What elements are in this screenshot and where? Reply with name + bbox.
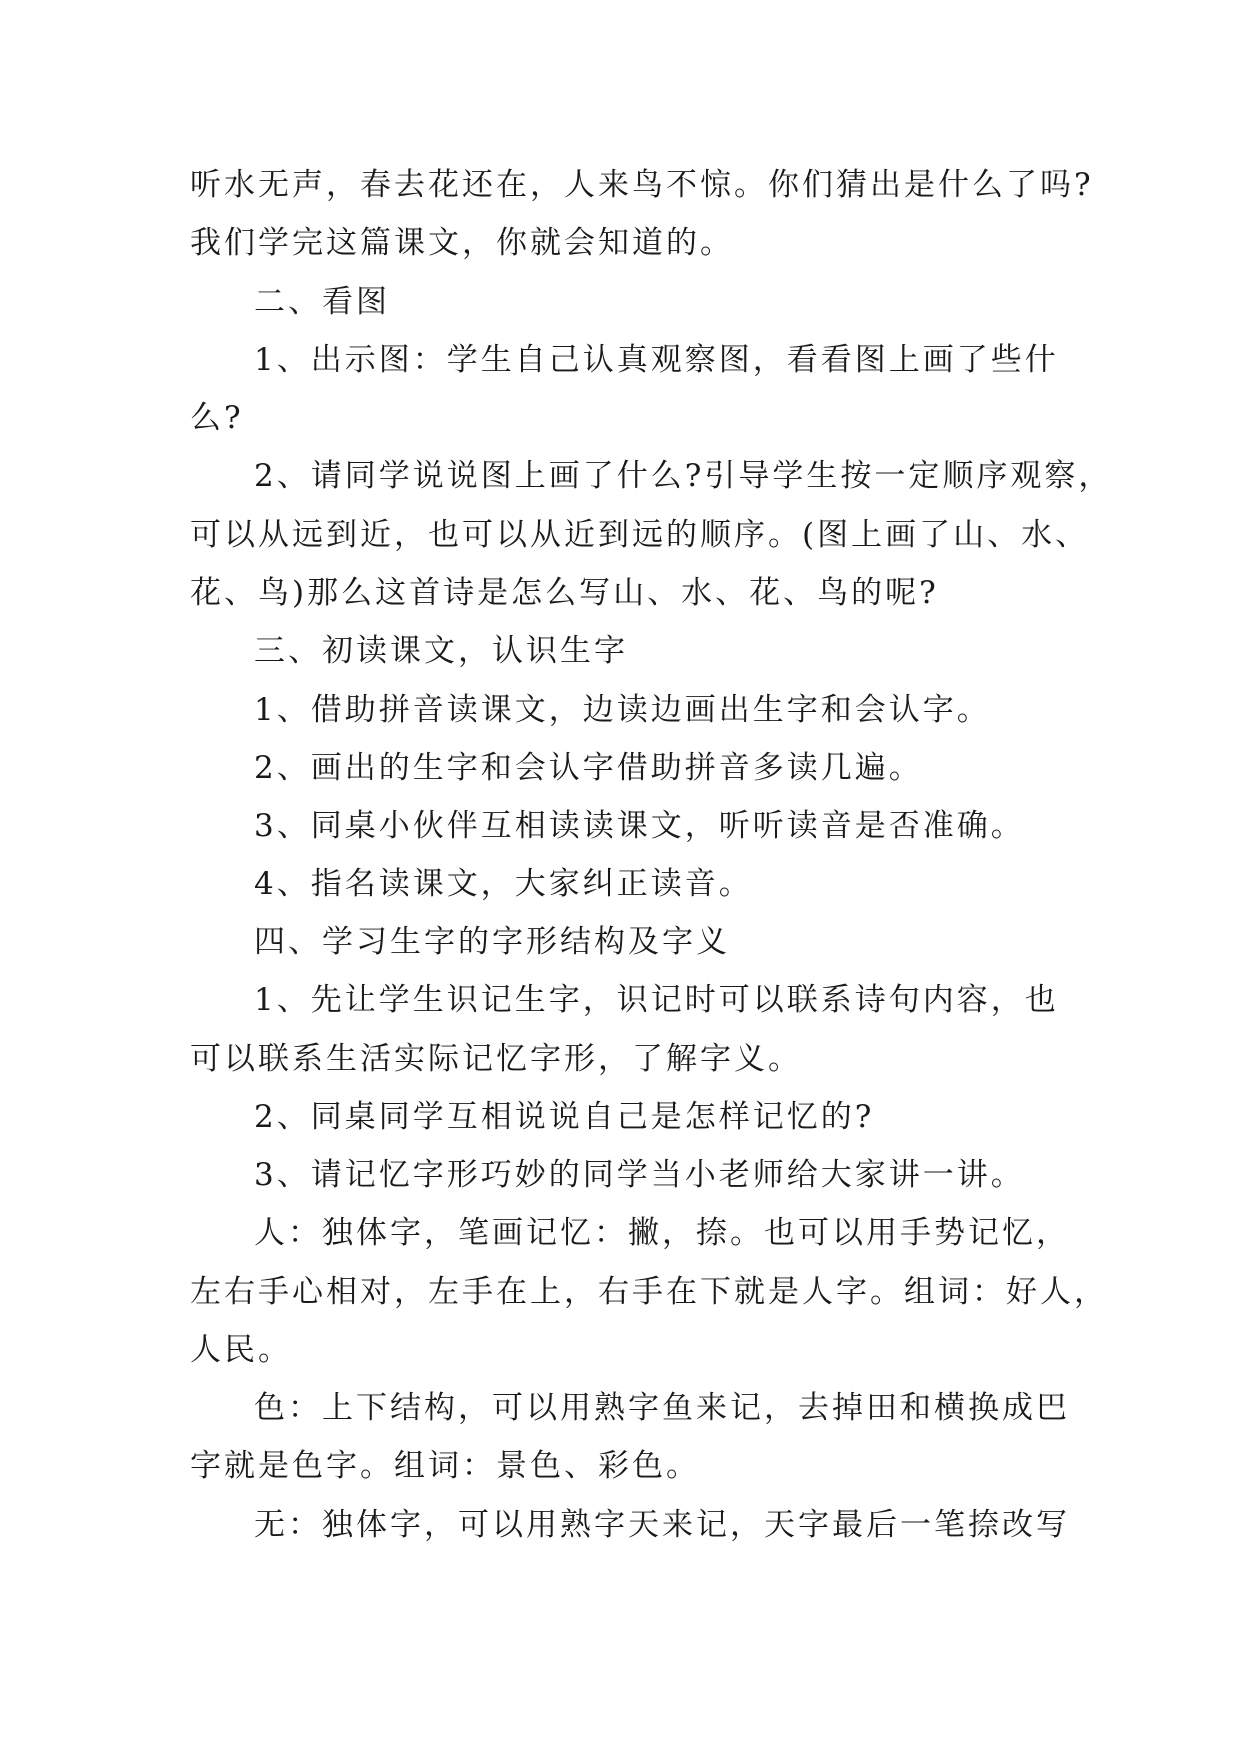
section-heading: 二、看图 — [254, 284, 390, 320]
section-heading: 三、初读课文，认识生字 — [254, 633, 628, 669]
text-line: 听水无声，春去花还在，人来鸟不惊。你们猜出是什么了吗? — [190, 167, 1094, 203]
text-line: 3、同桌小伙伴互相读读课文，听听读音是否准确。 — [254, 808, 1025, 844]
text-line: 可以联系生活实际记忆字形，了解字义。 — [190, 1041, 802, 1077]
text-line: 么? — [190, 400, 244, 436]
text-line: 3、请记忆字形巧妙的同学当小老师给大家讲一讲。 — [254, 1157, 1025, 1193]
text-line: 花、鸟)那么这首诗是怎么写山、水、花、鸟的呢? — [190, 575, 939, 611]
text-line: 可以从远到近，也可以从近到远的顺序。(图上画了山、水、 — [190, 517, 1090, 553]
text-line: 人民。 — [190, 1332, 292, 1368]
text-line: 1、借助拼音读课文，边读边画出生字和会认字。 — [254, 692, 991, 728]
text-line: 2、画出的生字和会认字借助拼音多读几遍。 — [254, 750, 923, 786]
text-line: 字就是色字。组词：景色、彩色。 — [190, 1448, 700, 1484]
text-line: 色：上下结构，可以用熟字鱼来记，去掉田和横换成巴 — [254, 1390, 1070, 1426]
section-heading: 四、学习生字的字形结构及字义 — [254, 924, 730, 960]
text-line: 我们学完这篇课文，你就会知道的。 — [190, 225, 734, 261]
text-line: 无：独体字，可以用熟字天来记，天字最后一笔捺改写 — [254, 1507, 1070, 1543]
text-line: 左右手心相对，左手在上，右手在下就是人字。组词：好人， — [190, 1274, 1108, 1310]
text-line: 1、出示图：学生自己认真观察图，看看图上画了些什 — [254, 342, 1059, 378]
text-line: 4、指名读课文，大家纠正读音。 — [254, 866, 753, 902]
text-line: 人：独体字，笔画记忆：撇，捺。也可以用手势记忆， — [254, 1215, 1070, 1251]
text-line: 1、先让学生识记生字，识记时可以联系诗句内容，也 — [254, 982, 1059, 1018]
text-line: 2、同桌同学互相说说自己是怎样记忆的? — [254, 1099, 875, 1135]
text-line: 2、请同学说说图上画了什么?引导学生按一定顺序观察， — [254, 458, 1113, 494]
